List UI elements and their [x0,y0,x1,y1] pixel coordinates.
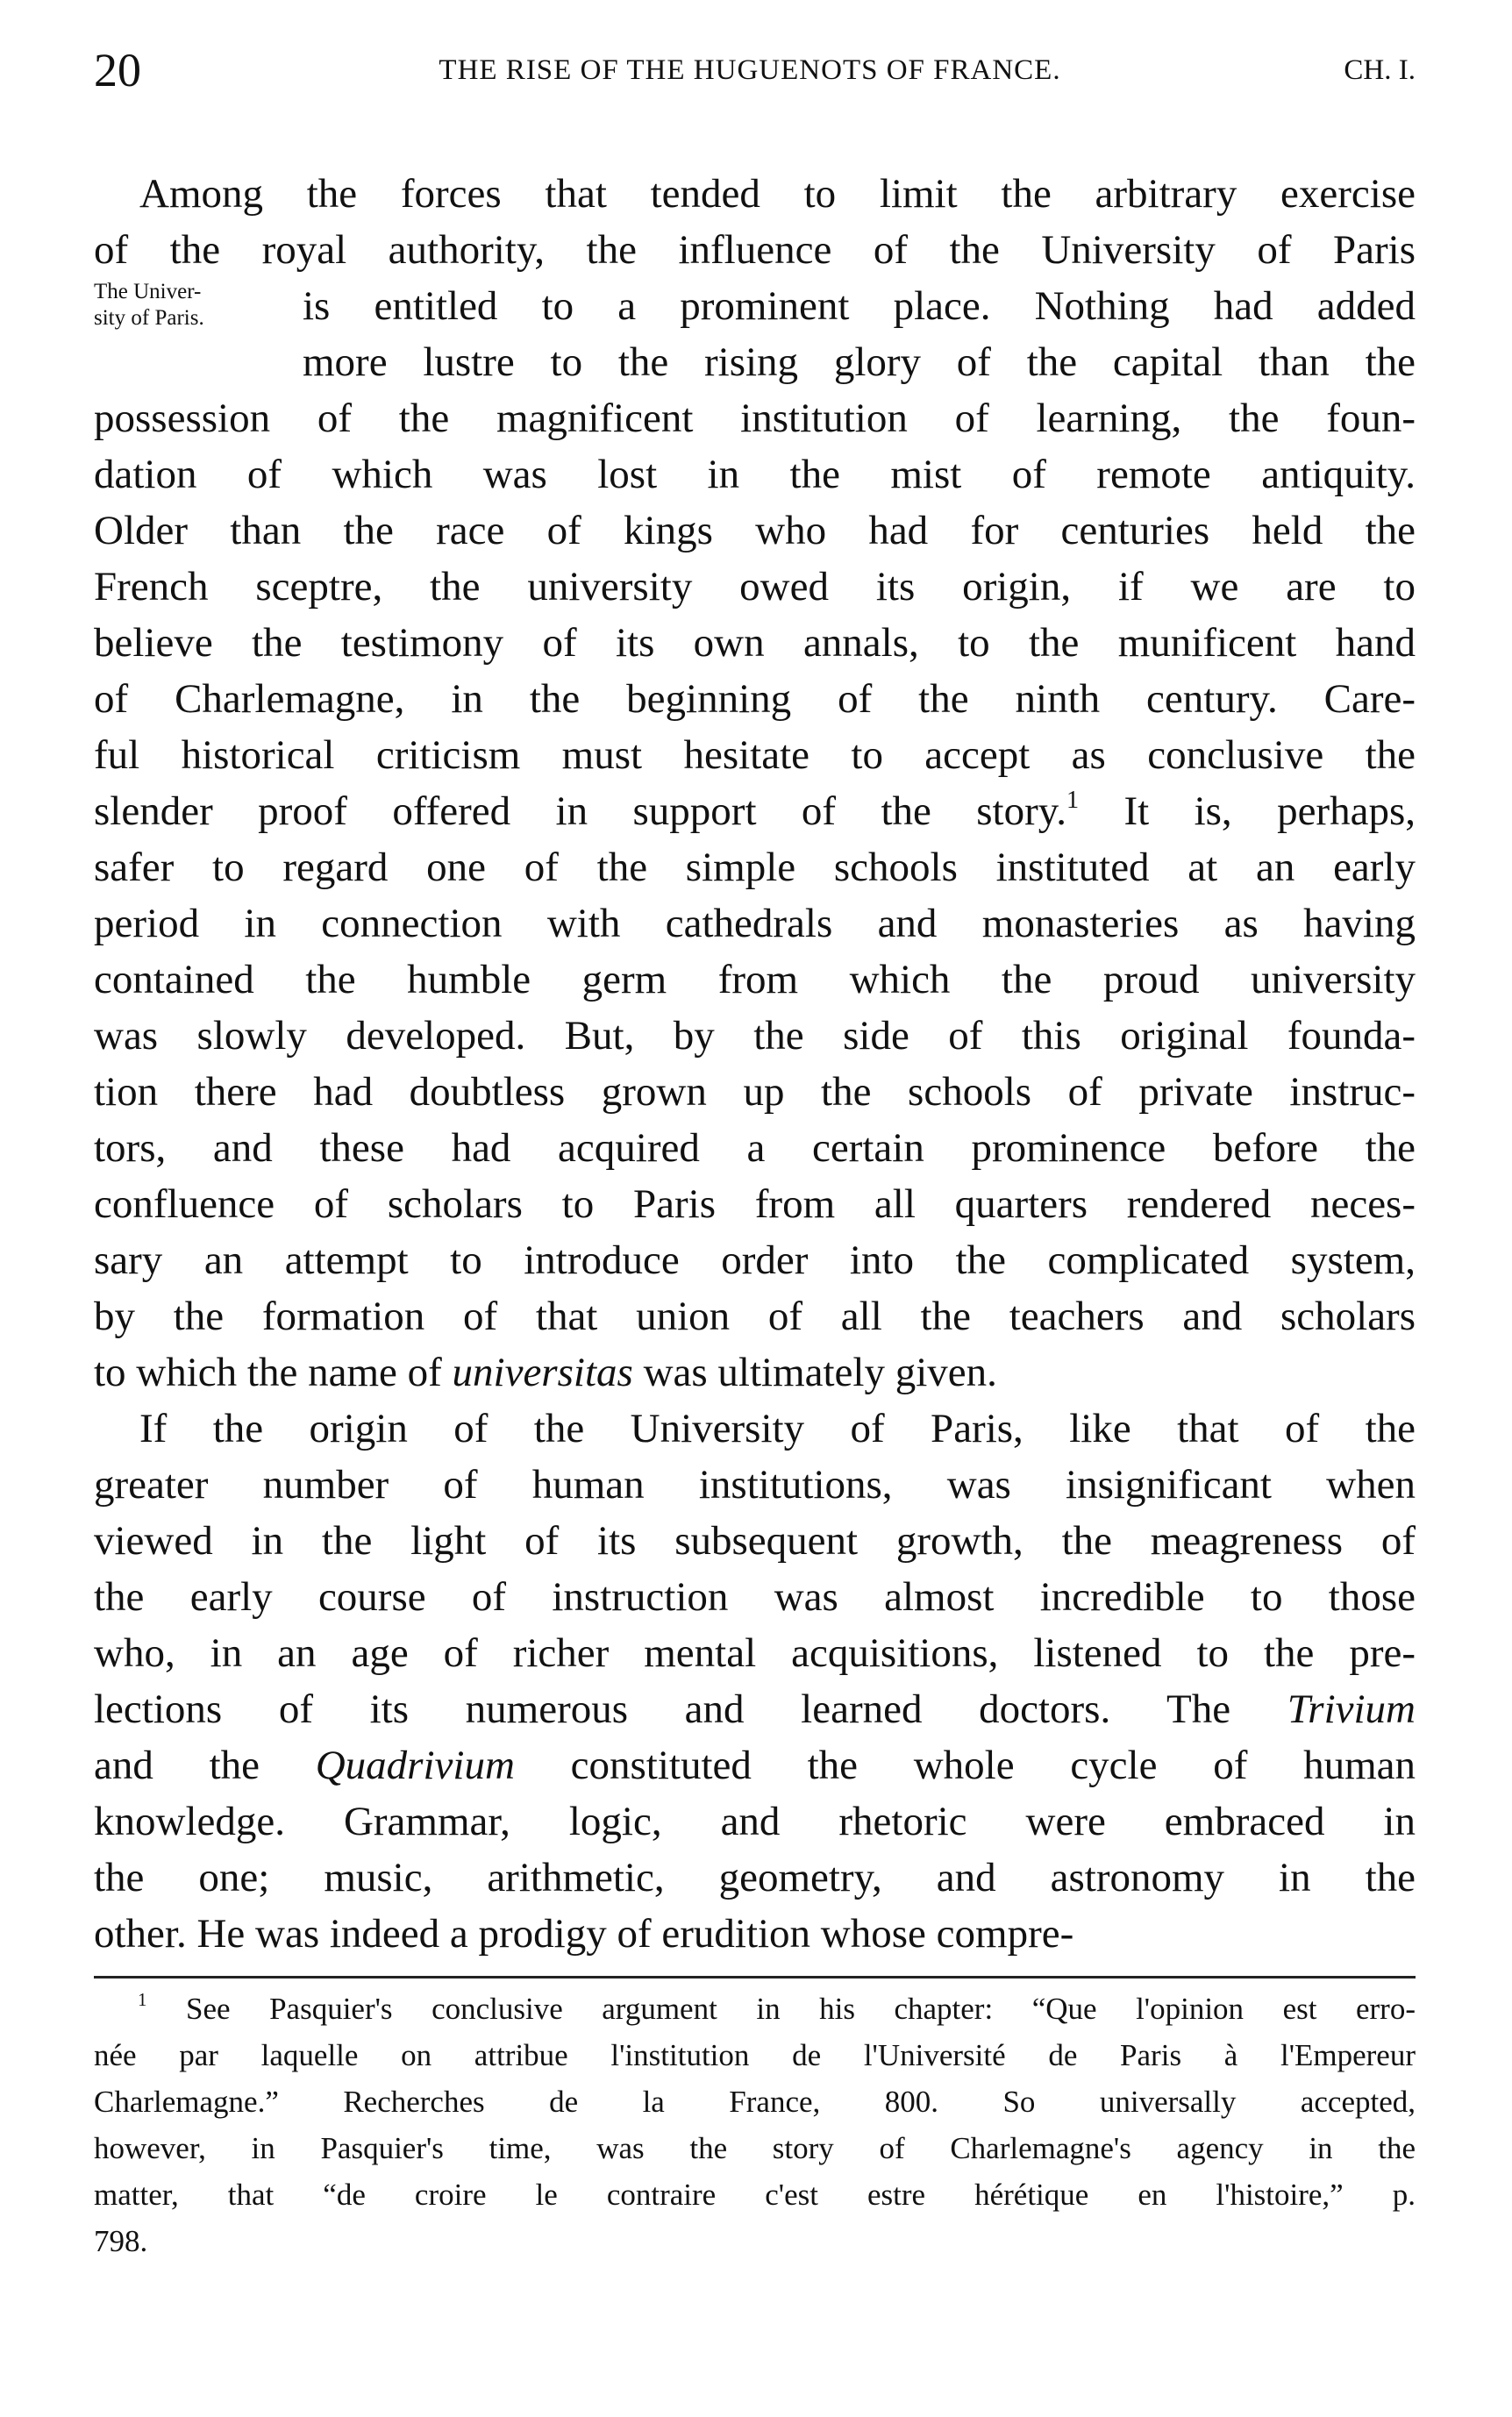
text-run: by the formation of that union of all the teachers and scholars [94,1294,1416,1339]
body-line [94,1513,1416,1569]
text-run: Older than the race of kings who had for centuries held the [94,508,1416,553]
text-run: It is, perhaps, [1079,788,1416,834]
text-run: was ultimately given. [632,1350,997,1395]
body-line [94,615,1416,671]
text-run: confluence of scholars to Paris from all quarters rendered neces- [94,1181,1416,1227]
margin-note-line: The Univer- [94,280,202,303]
text-run: is entitled to a prominent place. Nothing had added [303,283,1416,329]
text-run: was slowly developed. But, by the side of this original founda- [94,1013,1416,1059]
text-run: lections of its numerous and learned doctors. The [94,1686,1287,1732]
body-line [94,1457,1416,1513]
body-line [94,1625,1416,1681]
margin-note-line: sity of Paris. [94,306,204,330]
footnote-line [94,2078,1416,2125]
body-line [94,503,1416,559]
body-line [94,559,1416,615]
text-run: née par laquelle on attribue l'institution de l'Université de Paris à l'Empereur [94,2038,1416,2072]
text-run: of the royal authority, the influence of the University of Paris [94,227,1416,273]
text-run: period in connection with cathedrals and monasteries as having [94,901,1416,946]
body-line [94,839,1416,895]
text-run: safer to regard one of the simple schools instituted at an early [94,845,1416,890]
running-title: THE RISE OF THE HUGUENOTS OF FRANCE. [439,54,1061,86]
body-line [94,1064,1416,1120]
body-line [94,1569,1416,1625]
text-run: slender proof offered in support of the story. [94,788,1066,834]
body-line [94,446,1416,503]
body-line [94,278,1416,334]
footnote-divider [94,1976,1416,1979]
footnote-marker: 1 [1066,787,1080,814]
text-run: greater number of human institutions, was insignificant when [94,1462,1416,1508]
body-line [94,166,1416,222]
text-run: contained the humble germ from which the proud university [94,957,1416,1002]
footnotes [94,1986,1416,2264]
footnote-line [94,2218,1416,2264]
text-run: 798. [94,2224,148,2258]
body-line [94,1344,1416,1401]
body-line [94,1401,1416,1457]
body-line [94,1906,1416,1962]
text-run: French sceptre, the university owed its origin, if we are to [94,564,1416,610]
text-run: Charlemagne.” Recherches de la France, 800. So universally accepted, [94,2085,1416,2119]
text-run: dation of which was lost in the mist of remote antiquity. [94,452,1416,497]
text-run: possession of the magnificent institution of learning, the foun- [94,396,1416,441]
text-run: the early course of instruction was almost incredible to those [94,1574,1416,1620]
text-run: Among the forces that tended to limit the arbitrary exercise [139,171,1416,217]
text-run: ful historical criticism must hesitate to accept as conclusive the [94,732,1416,778]
text-run: If the origin of the University of Paris, like that of the [139,1406,1416,1451]
body-line [94,222,1416,278]
body-line [94,390,1416,446]
text-run: and the [94,1743,316,1788]
italic-term: Quadrivium [315,1743,515,1788]
body-line [94,1793,1416,1850]
body-line [94,783,1416,839]
text-run: who, in an age of richer mental acquisitions, listened to the pre- [94,1630,1416,1676]
text-run: the one; music, arithmetic, geometry, and astronomy in the [94,1855,1416,1900]
italic-term: Trivium [1287,1686,1416,1732]
text-run: believe the testimony of its own annals, to the munificent hand [94,620,1416,666]
body-line [94,1681,1416,1737]
body-text [94,166,1416,1962]
body-line [94,1850,1416,1906]
text-run: See Pasquier's conclusive argument in his chapter: “Que l'opinion est erro- [146,1992,1416,2026]
body-line [94,952,1416,1008]
text-run: to which the name of [94,1350,453,1395]
text-run: of Charlemagne, in the beginning of the ninth century. Care- [94,676,1416,722]
body-line [94,1008,1416,1064]
text-run: other. He was indeed a prodigy of erudition whose compre- [94,1911,1074,1957]
body-line [94,727,1416,783]
text-run: tors, and these had acquired a certain prominence before the [94,1125,1416,1171]
body-line [94,1120,1416,1176]
text-run: matter, that “de croire le contraire c'est estre hérétique en l'histoire,” p. [94,2178,1416,2212]
italic-term: universitas [452,1350,633,1395]
body-line [94,1737,1416,1793]
text-run: more lustre to the rising glory of the capital than the [303,339,1416,385]
footnote-line [94,1986,1416,2032]
body-line [94,895,1416,952]
body-line [94,1232,1416,1288]
body-line [94,671,1416,727]
body-line [94,1288,1416,1344]
footnote-line [94,2032,1416,2078]
text-run: sary an attempt to introduce order into the complicated system, [94,1237,1416,1283]
footnote-marker: 1 [138,1989,147,2010]
text-run: tion there had doubtless grown up the schools of private instruc- [94,1069,1416,1115]
footnote-line [94,2125,1416,2171]
text-run: constituted the whole cycle of human [514,1743,1416,1788]
body-line [94,334,1416,390]
text-run: however, in Pasquier's time, was the story of Charlemagne's agency in the [94,2131,1416,2165]
footnote-line [94,2171,1416,2218]
chapter-label: CH. I. [1344,54,1416,86]
text-run: knowledge. Grammar, logic, and rhetoric were embraced in [94,1799,1416,1844]
text-run: viewed in the light of its subsequent growth, the meagreness of [94,1518,1416,1564]
page-number: 20 [94,44,141,96]
body-line [94,1176,1416,1232]
